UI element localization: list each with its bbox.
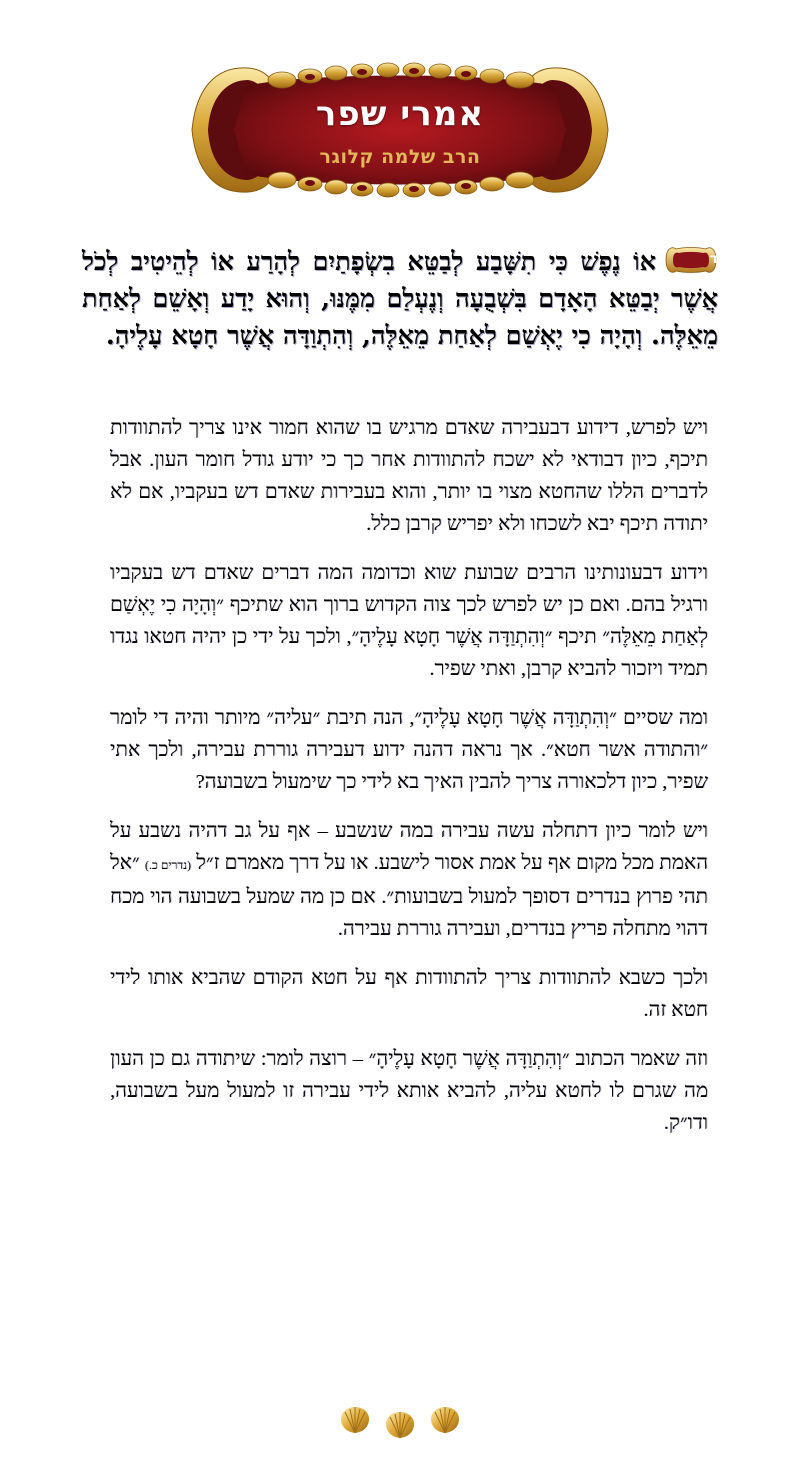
commentary-paragraph-2: וידוע דבעונותינו הרבים שבועת שוא וכדומה המה דברים שאדם דש בעקביו ורגיל בהם. ואם כן יש לפרש לכך צוה הקדוש ברוך הוא שתיכף ״וְהָיָה כִי יֶאְשַׁם לְאַחַת מֵאֵלֶּה״ תיכף ״וְהִתְוַדָּה אֲשֶׁר חָטָא עָלֶיהָ״, ולכך על ידי כן יהיה חטאו נגדו תמיד ויזכור להביא קרבן, ואתי שפיר. <box>110 562 708 680</box>
footer-ornament <box>340 1406 460 1440</box>
commentary-paragraph-1: ויש לפרש, דידוע דבעבירה שאדם מרגיש בו שהוא חמור אינו צריך להתוודות תיכף, כיון דבודאי לא ישכח להתוודות אחר כך כי יודע גודל חומר העון. אבל לדברים הללו שהחטא מצוי בו יותר, והוא בעבירות שאדם דש בעקביו, אם לא יתודה תיכף יבא לשכחו ולא יפריש קרבן כלל. <box>110 417 708 535</box>
verse-number-badge <box>664 244 718 276</box>
shell-icon <box>385 1411 415 1439</box>
title-banner <box>186 58 614 204</box>
paragraph-text-before-source: ויש לומר כיון דתחלה עשה עבירה במה שנשבע – אף על גב דהיה נשבע על האמת מכל מקום אף על אמת אסור לישבע. או על דרך מאמרם ז״ל <box>110 820 709 874</box>
author-name: הרב שלמה קלוגר <box>319 146 481 168</box>
commentary-paragraph-6: וזה שאמר הכתוב ״וְהִתְוַדָּה אֲשֶׁר חָטָא עָלֶיהָ״ – רוצה לומר: שיתודה גם כן העון מה שגרם לו לחטא עליה, להביא אותא לידי עבירה זו למעול מעל בשבועה, ודו״ק. <box>110 1048 708 1134</box>
commentary-body <box>110 412 708 1156</box>
commentary-paragraph-3: ומה שסיים ״וְהִתְוַדָּה אֲשֶׁר חָטָא עָלֶיהָ״, הנה תיבת ״עליה״ מיותר והיה די לומר ״והתודה אשר חטא״. אך נראה דהנה ידוע דעבירה גוררת עבירה, ולכך אתי שפיר, כיון דלכאורה צריך להבין האיך בא לידי כך שימעול בשבועה? <box>110 707 708 793</box>
shell-icon <box>430 1406 460 1434</box>
source-citation: (נדרים כ.) <box>144 858 192 872</box>
verse-number: ד <box>709 251 718 267</box>
commentary-paragraph-4 <box>110 815 708 945</box>
paragraph-text-after-source: ״אל תהי פרוץ בנדרים דסופך למעול בשבועות״. אם כן מה שמעל בשבועה הוי מכח דהוי מתחלה פריץ בנדרים, ועבירה גוררת עבירה. <box>110 852 708 940</box>
torah-verse <box>82 244 718 355</box>
book-title: אמרי שפר <box>315 94 485 134</box>
shell-icon <box>340 1406 370 1434</box>
verse-text: אוֹ נֶפֶשׁ כִּי תִשָּׁבַע לְבַטֵּא בִשְׂפָתַיִם לְהָרַע אוֹ לְהֵיטִיב לְכֹל אֲשֶׁר יְבַטֵּא הָאָדָם בִּשְׁבֻעָה וְנֶעְלַם מִמֶּנּוּ, וְהוּא יָדַע וְאָשֵׁם לְאַחַת מֵאֵלֶּה. וְהָיָה כִי יֶאְשַׁם לְאַחַת מֵאֵלֶּה, וְהִתְוַדָּה אֲשֶׁר חָטָא עָלֶיהָ. <box>82 247 718 351</box>
commentary-paragraph-5: ולכך כשבא להתוודות צריך להתוודות אף על חטא הקודם שהביא אותו לידי חטא זה. <box>110 967 708 1021</box>
